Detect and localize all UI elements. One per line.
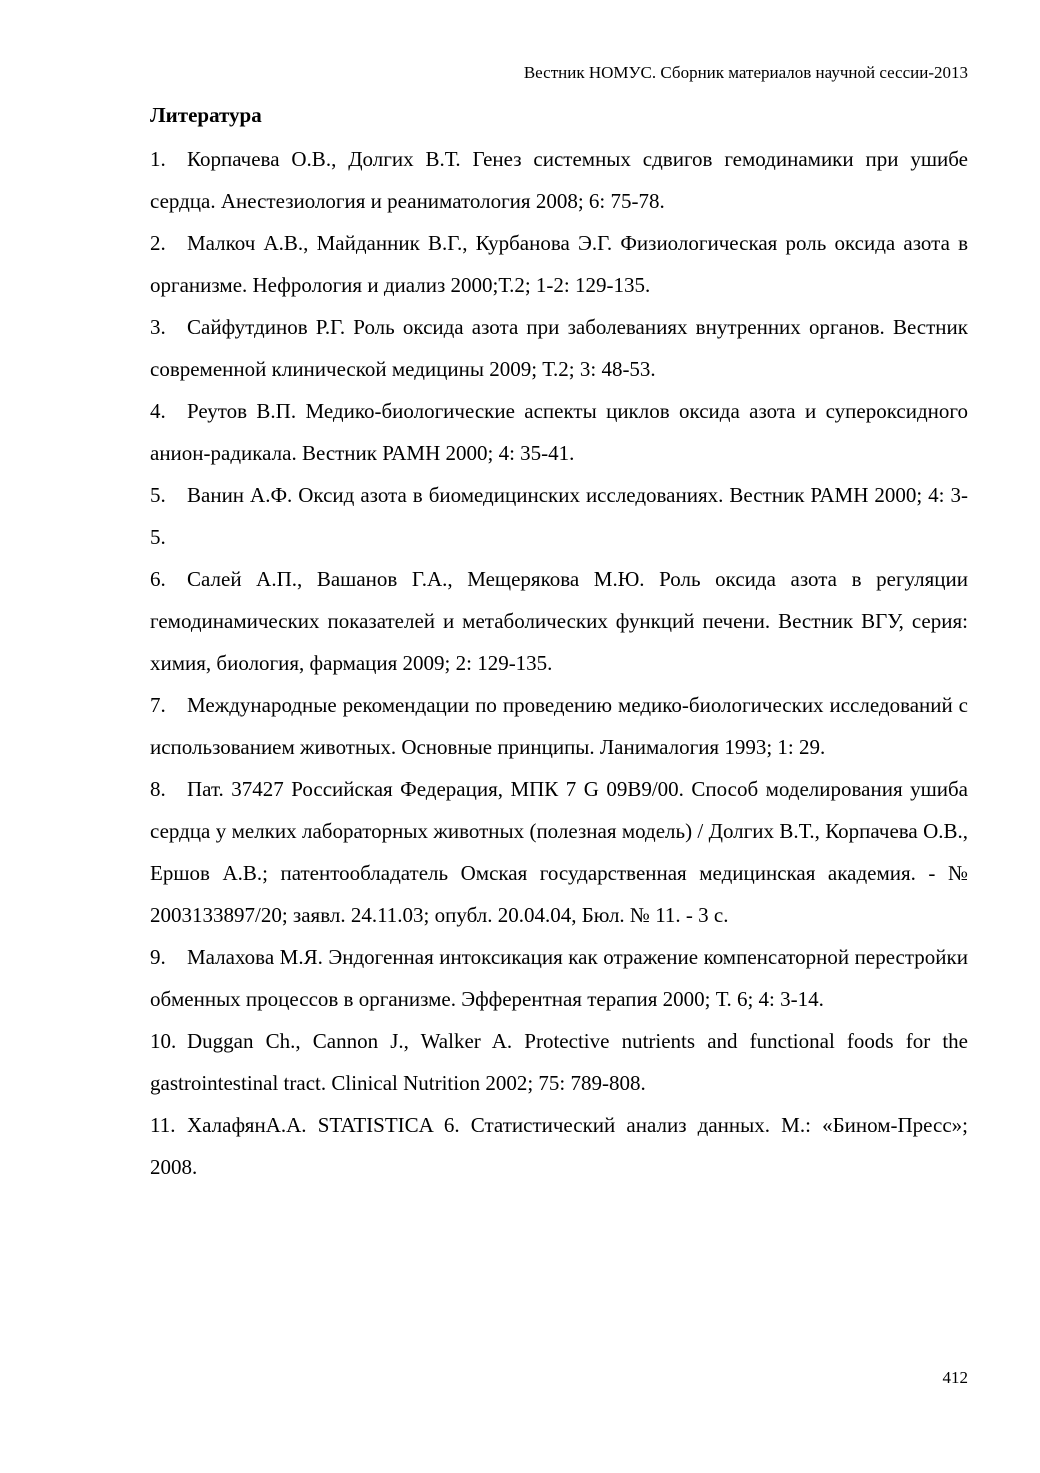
references-section bbox=[150, 100, 968, 1188]
reference-item-3 bbox=[150, 306, 968, 390]
reference-number: 6. bbox=[150, 567, 166, 591]
reference-text: Малахова М.Я. Эндогенная интоксикация как отражение компенсаторной перестройки обменных процессов в организме. Эфферентная терапия 2000; Т. 6; 4: 3-14. bbox=[150, 945, 968, 1011]
reference-text: Салей А.П., Вашанов Г.А., Мещерякова М.Ю. Роль оксида азота в регуляции гемодинамических показателей и метаболических функций печени. Вестник ВГУ, серия: химия, биология, фармация 2009; 2: 129-135. bbox=[150, 567, 968, 675]
reference-text: Реутов В.П. Медико-биологические аспекты циклов оксида азота и супероксидного анион-радикала. Вестник РАМН 2000; 4: 35-41. bbox=[150, 399, 968, 465]
reference-number: 1. bbox=[150, 147, 166, 171]
reference-number: 4. bbox=[150, 399, 166, 423]
reference-number: 7. bbox=[150, 693, 166, 717]
reference-item-2 bbox=[150, 222, 968, 306]
reference-item-4 bbox=[150, 390, 968, 474]
reference-item-5 bbox=[150, 474, 968, 558]
reference-text: Ванин А.Ф. Оксид азота в биомедицинских исследованиях. Вестник РАМН 2000; 4: 3-5. bbox=[150, 483, 968, 549]
page-number: 412 bbox=[942, 1368, 968, 1387]
running-header: Вестник НОМУС. Сборник материалов научной сессии-2013 bbox=[523, 63, 968, 82]
reference-item-10 bbox=[150, 1020, 968, 1104]
reference-list bbox=[150, 138, 968, 1188]
reference-text: Малкоч А.В., Майданник В.Г., Курбанова Э.Г. Физиологическая роль оксида азота в организме. Нефрология и диализ 2000;Т.2; 1-2: 129-135. bbox=[150, 231, 968, 297]
reference-text: Duggan Ch., Cannon J., Walker A. Protective nutrients and functional foods for the gastrointestinal tract. Clinical Nutrition 2002; 75: 789-808. bbox=[150, 1029, 968, 1095]
reference-number: 8. bbox=[150, 777, 166, 801]
reference-item-6 bbox=[150, 558, 968, 684]
reference-text: Сайфутдинов Р.Г. Роль оксида азота при заболеваниях внутренних органов. Вестник современной клинической медицины 2009; Т.2; 3: 48-53. bbox=[150, 315, 968, 381]
reference-text: ХалафянА.А. STATISTICA 6. Статистический анализ данных. М.: «Бином-Пресс»; 2008. bbox=[150, 1113, 968, 1179]
reference-number: 2. bbox=[150, 231, 166, 255]
reference-number: 9. bbox=[150, 945, 166, 969]
reference-item-7 bbox=[150, 684, 968, 768]
reference-item-8 bbox=[150, 768, 968, 936]
reference-number: 3. bbox=[150, 315, 166, 339]
reference-item-9 bbox=[150, 936, 968, 1020]
reference-number: 10. bbox=[150, 1029, 177, 1053]
reference-text: Международные рекомендации по проведению медико-биологических исследований с использованием животных. Основные принципы. Ланималогия 1993; 1: 29. bbox=[150, 693, 968, 759]
reference-text: Пат. 37427 Российская Федерация, МПК 7 G 09B9/00. Способ моделирования ушиба сердца у мелких лабораторных животных (полезная модель) / Долгих В.Т., Корпачева О.В., Ершов А.В.; патентообладатель Омская государственная медицинская академия. - № 2003133897/20; заявл. 24.11.03; опубл. 20.04.04, Бюл. № 11. - 3 с. bbox=[150, 777, 968, 927]
reference-number: 11. bbox=[150, 1113, 176, 1137]
reference-text: Корпачева О.В., Долгих В.Т. Генез системных сдвигов гемодинамики при ушибе сердца. Анестезиология и реаниматология 2008; 6: 75-78. bbox=[150, 147, 968, 213]
section-title: Литература bbox=[150, 103, 262, 127]
reference-number: 5. bbox=[150, 483, 166, 507]
reference-item-11 bbox=[150, 1104, 968, 1188]
reference-item-1 bbox=[150, 138, 968, 222]
